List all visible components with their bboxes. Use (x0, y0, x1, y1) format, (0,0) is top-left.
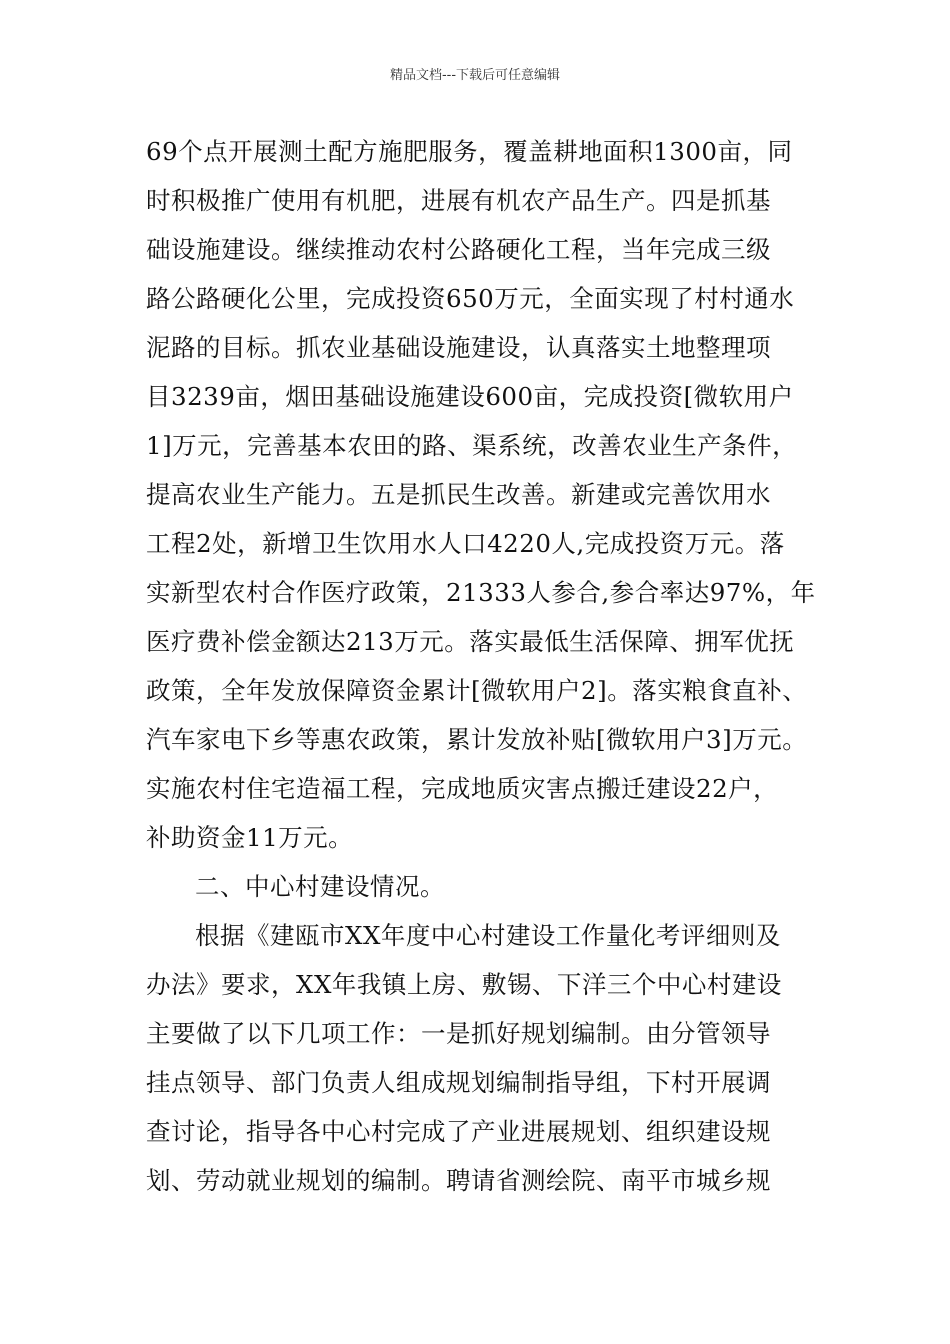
section-heading: 二、中心村建设情况。 (195, 872, 445, 901)
text-line: 础设施建设。继续推动农村公路硬化工程，当年完成三级 (146, 235, 771, 264)
document-body (146, 127, 846, 1205)
text-line: 时积极推广使用有机肥，进展有机农产品生产。四是抓基 (146, 186, 771, 215)
text-line: 实新型农村合作医疗政策，21333人参合,参合率达97%，年 (146, 578, 816, 607)
text-line: 目3239亩，烟田基础设施建设600亩，完成投资[微软用户 (146, 382, 794, 411)
text-line: 办法》要求，XX年我镇上房、敷锡、下洋三个中心村建设 (146, 970, 782, 999)
text-line: 实施农村住宅造福工程，完成地质灾害点搬迁建设22户， (146, 774, 779, 803)
text-line: 路公路硬化公里，完成投资650万元，全面实现了村村通水 (146, 284, 795, 313)
page-header: 精品文档---下载后可任意编辑 (389, 68, 561, 83)
text-line: 提高农业生产能力。五是抓民生改善。新建或完善饮用水 (146, 480, 771, 509)
text-line: 查讨论，指导各中心村完成了产业进展规划、组织建设规 (146, 1117, 771, 1146)
text-line: 政策，全年发放保障资金累计[微软用户2]。落实粮食直补、 (146, 676, 808, 705)
text-line: 补助资金11万元。 (146, 823, 354, 852)
text-line: 挂点领导、部门负责人组成规划编制指导组，下村开展调 (146, 1068, 771, 1097)
text-line: 69个点开展测土配方施肥服务，覆盖耕地面积1300亩，同 (146, 137, 793, 166)
text-line: 根据《建瓯市XX年度中心村建设工作量化考评细则及 (195, 921, 781, 950)
text-line: 泥路的目标。抓农业基础设施建设，认真落实土地整理项 (146, 333, 771, 362)
text-line: 1]万元，完善基本农田的路、渠系统，改善农业生产条件， (146, 431, 798, 460)
text-line: 划、劳动就业规划的编制。聘请省测绘院、南平市城乡规 (146, 1166, 771, 1195)
text-line: 医疗费补偿金额达213万元。落实最低生活保障、拥军优抚 (146, 627, 795, 656)
text-line: 工程2处，新增卫生饮用水人口4220人,完成投资万元。落 (146, 529, 785, 558)
text-line: 汽车家电下乡等惠农政策，累计发放补贴[微软用户3]万元。 (146, 725, 808, 754)
text-line: 主要做了以下几项工作：一是抓好规划编制。由分管领导 (146, 1019, 771, 1048)
